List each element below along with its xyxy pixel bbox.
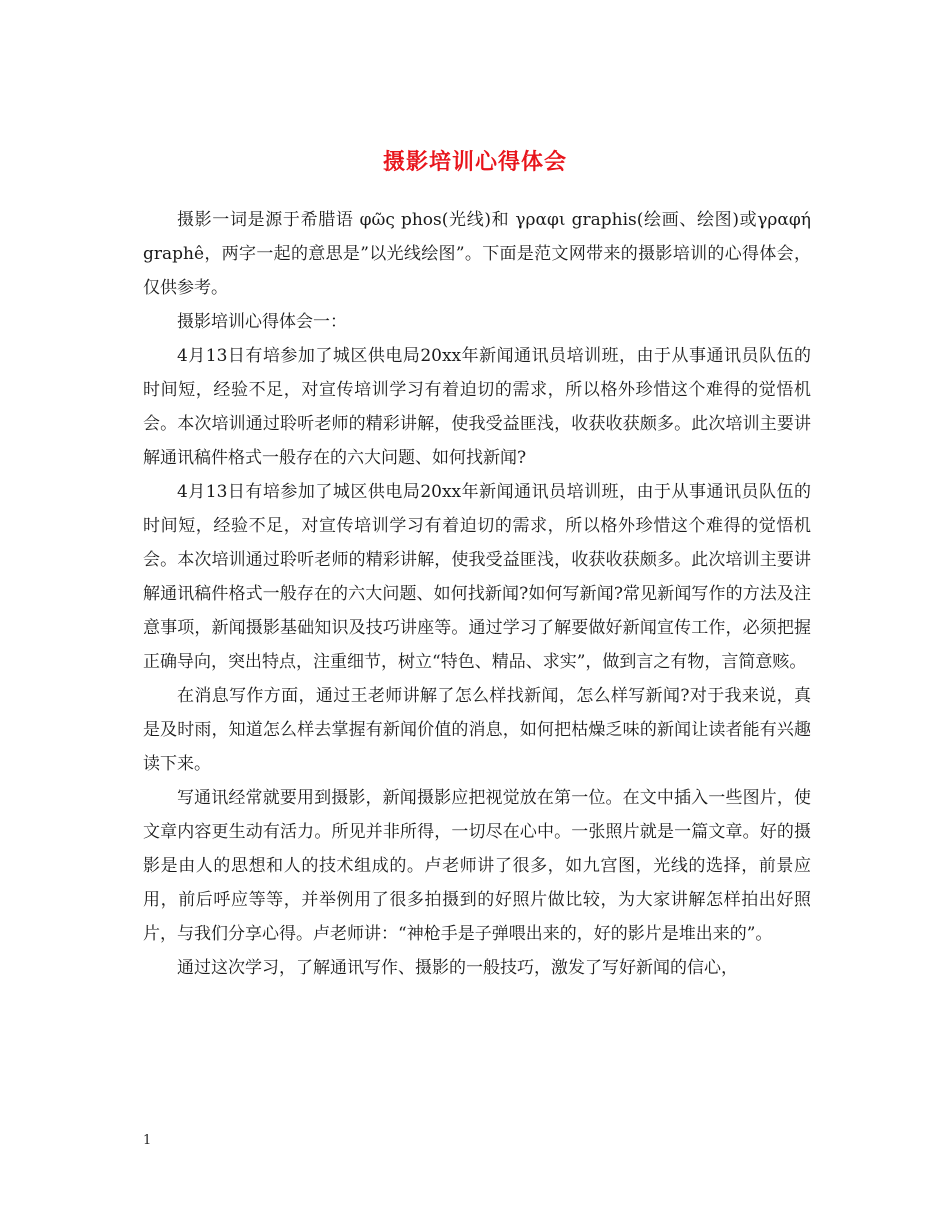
paragraph-training-detail: 4月13日有培参加了城区供电局20xx年新闻通讯员培训班，由于从事通讯员队伍的时间短，经验不足，对宣传培训学习有着迫切的需求，所以格外珍惜这个难得的觉悟机会。本次培训通过聆听老师的精彩讲解，使我受益匪浅，收获收获颇多。此次培训主要讲解通讯稿件格式一般存在的六大问题、如何找新闻?如何写新闻?常见新闻写作的方法及注意事项，新闻摄影基础知识及技巧讲座等。通过学习了解要做好新闻宣传工作，必须把握正确导向，突出特点，注重细节，树立“特色、精品、求实”，做到言之有物，言简意赅。 [143,482,811,672]
page-number: 1 [143,1133,152,1148]
paragraph-conclusion: 通过这次学习，了解通讯写作、摄影的一般技巧，激发了写好新闻的信心， [177,958,738,978]
paragraph-section-heading: 摄影培训心得体会一： [177,312,347,332]
document-title: 摄影培训心得体会 [382,148,567,175]
paragraph-intro: 摄影一词是源于希腊语 φῶς phos(光线)和 γραφι graphis(绘画、绘图)或γραφή graphê，两字一起的意思是”以光线绘图”。下面是范文网带来的摄影培训的心得体会，仅供参考。 [143,210,811,298]
paragraph-training-summary: 4月13日有培参加了城区供电局20xx年新闻通讯员培训班，由于从事通讯员队伍的时间短，经验不足，对宣传培训学习有着迫切的需求，所以格外珍惜这个难得的觉悟机会。本次培训通过聆听老师的精彩讲解，使我受益匪浅，收获收获颇多。此次培训主要讲解通讯稿件格式一般存在的六大问题、如何找新闻? [143,346,811,468]
paragraph-photography: 写通讯经常就要用到摄影，新闻摄影应把视觉放在第一位。在文中插入一些图片，使文章内容更生动有活力。所见并非所得，一切尽在心中。一张照片就是一篇文章。好的摄影是由人的思想和人的技术组成的。卢老师讲了很多，如九宫图，光线的选择，前景应用，前后呼应等等，并举例用了很多拍摄到的好照片做比较，为大家讲解怎样拍出好照片，与我们分享心得。卢老师讲：“神枪手是子弹喂出来的，好的影片是堆出来的”。 [143,788,811,944]
paragraph-news-writing: 在消息写作方面，通过王老师讲解了怎么样找新闻，怎么样写新闻?对于我来说，真是及时雨，知道怎么样去掌握有新闻价值的消息，如何把枯燥乏味的新闻让读者能有兴趣读下来。 [143,686,811,774]
document-body [143,203,811,985]
